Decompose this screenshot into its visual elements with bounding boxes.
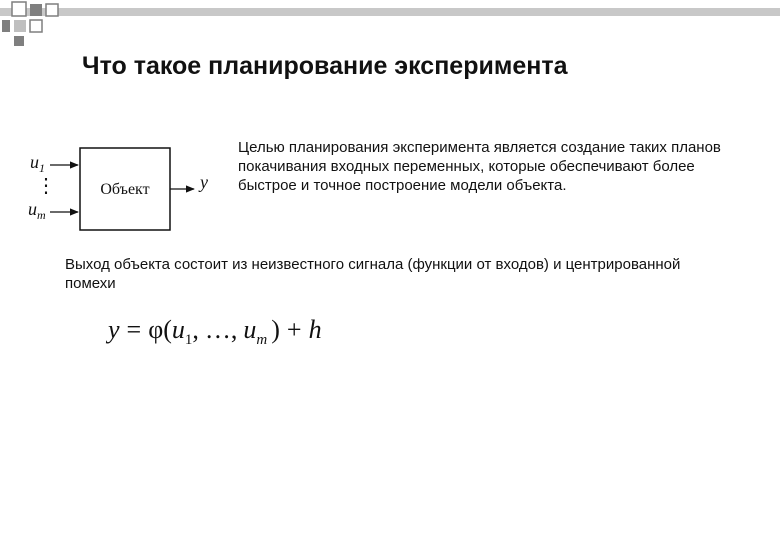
input-ellipsis: ⋮ [36, 175, 56, 197]
paragraph-goal: Целью планирования эксперимента является создание таких планов покачивания входных переменных, которые обеспечивают более быстрое и точное построение модели объекта. [238, 139, 721, 194]
object-block-label: Объект [100, 181, 150, 198]
deco-square [2, 20, 10, 32]
header-decoration [0, 0, 780, 60]
input-u1-label: $u_1$ [30, 152, 45, 175]
paragraph-output: Выход объекта состоит из неизвестного сигнала (функции от входов) и центрированной помехи [65, 256, 681, 292]
output-y-label: y [200, 172, 208, 192]
deco-square [46, 4, 58, 16]
slide-title: Что такое планирование эксперимента [82, 52, 568, 80]
formula-text: $y = \varphi(u_1$, …, $u_m$ ) + h [108, 315, 322, 348]
header-stripe [0, 8, 780, 16]
deco-square [12, 2, 26, 16]
deco-square [14, 36, 24, 46]
input-um-label: $u_m$ [28, 199, 46, 222]
output-formula [100, 310, 380, 358]
deco-square [30, 20, 42, 32]
object-block-diagram [22, 140, 232, 240]
deco-square [30, 4, 42, 16]
deco-square [14, 20, 26, 32]
